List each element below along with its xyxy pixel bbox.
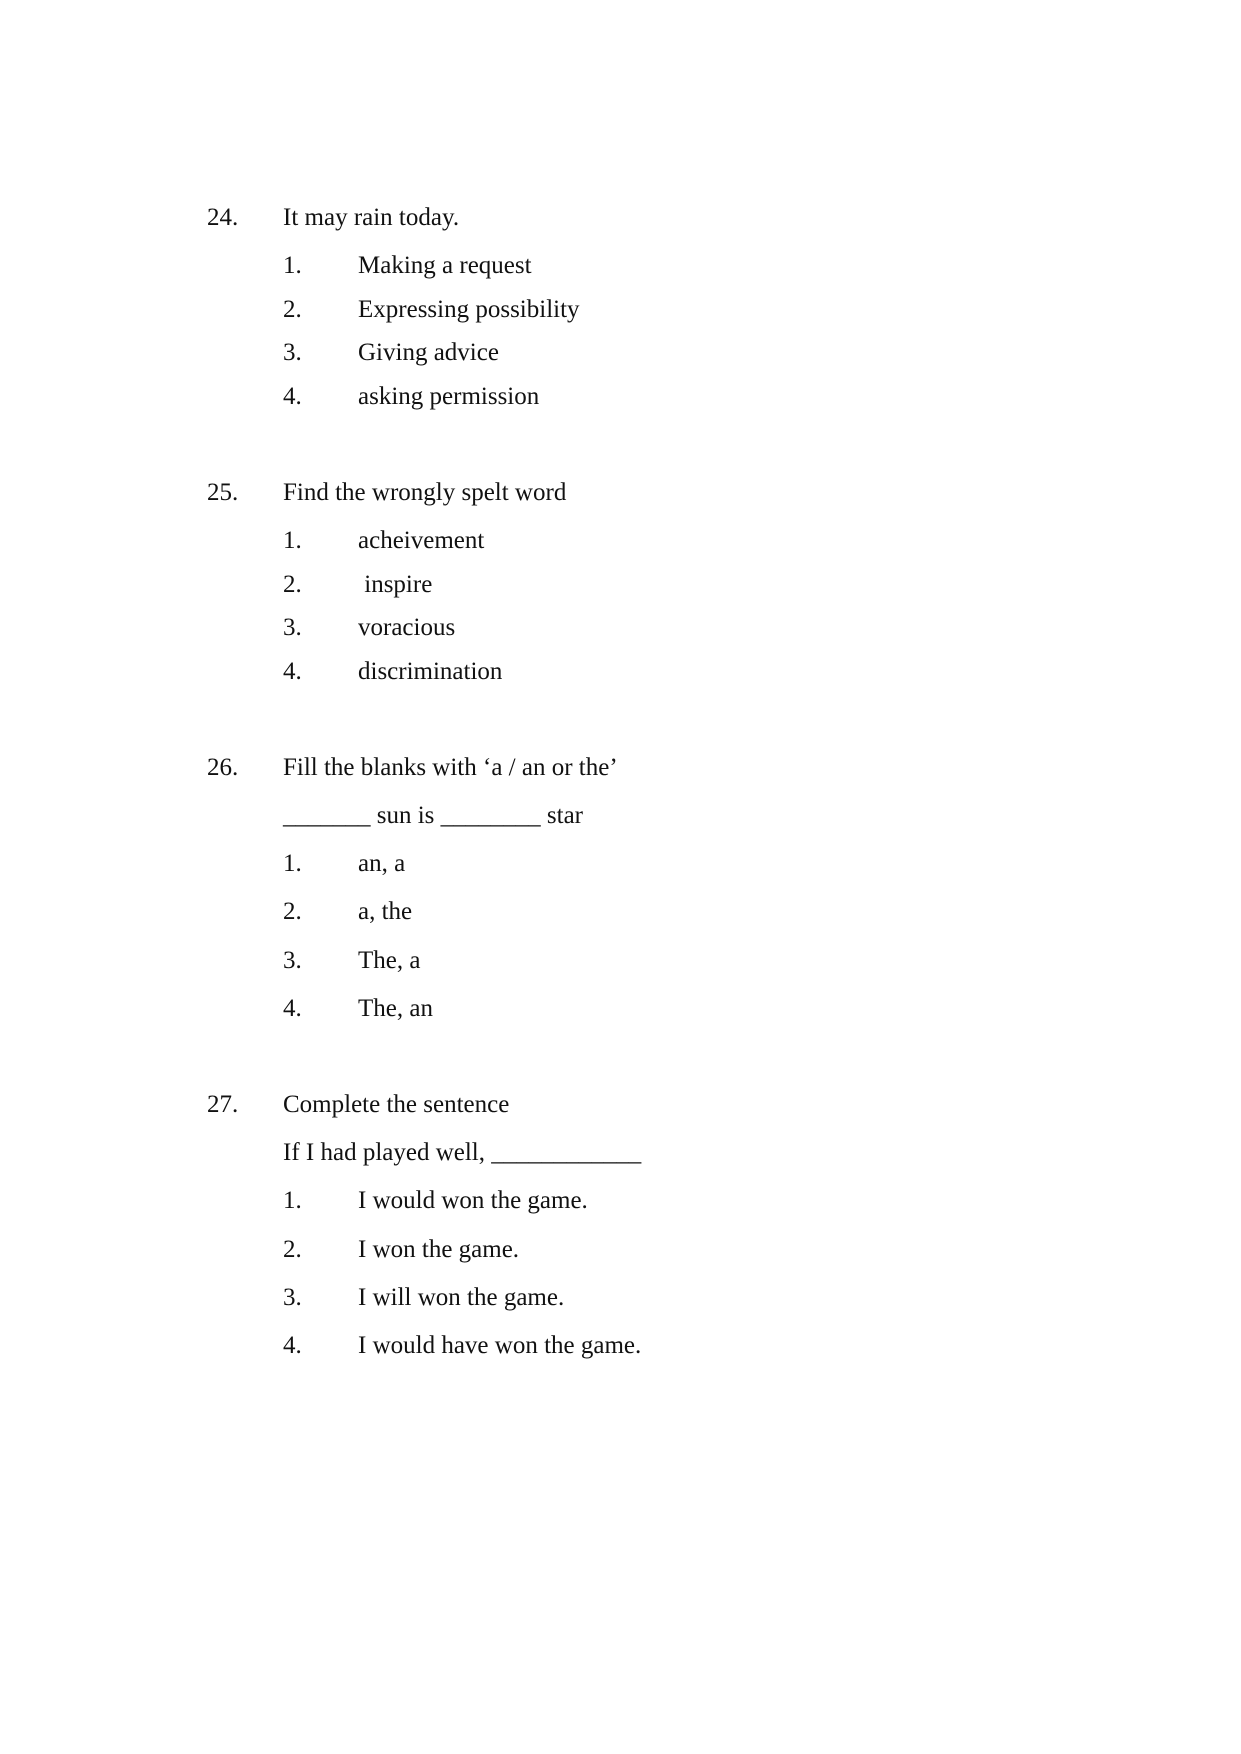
question-number: 24.: [207, 204, 239, 231]
question-prompt: Complete the sentence: [283, 1091, 510, 1118]
option-number: 3.: [283, 1284, 302, 1311]
option-number: 4.: [283, 658, 302, 685]
option-number: 2.: [283, 898, 302, 925]
option-text: I would have won the game.: [358, 1332, 642, 1359]
option-text: discrimination: [358, 658, 503, 685]
option-number: 4.: [283, 995, 302, 1022]
option-text: I would won the game.: [358, 1187, 588, 1214]
question-prompt: Find the wrongly spelt word: [283, 479, 567, 506]
option-number: 1.: [283, 252, 302, 279]
option-number: 3.: [283, 947, 302, 974]
option-number: 1.: [283, 850, 302, 877]
question-number: 27.: [207, 1091, 239, 1118]
question-number: 25.: [207, 479, 239, 506]
option-text: I will won the game.: [358, 1284, 565, 1311]
option-text: acheivement: [358, 527, 485, 554]
option-text: voracious: [358, 614, 456, 641]
question-prompt: Fill the blanks with ‘a / an or the’: [283, 754, 618, 781]
option-text: The, an: [358, 995, 433, 1022]
question-number: 26.: [207, 754, 239, 781]
option-number: 3.: [283, 614, 302, 641]
question-blank-sentence: If I had played well, ____________: [283, 1139, 642, 1166]
question-prompt: It may rain today.: [283, 204, 460, 231]
option-number: 1.: [283, 527, 302, 554]
option-text: asking permission: [358, 383, 540, 410]
option-text: The, a: [358, 947, 421, 974]
option-text: Giving advice: [358, 339, 499, 366]
option-text: an, a: [358, 850, 406, 877]
option-number: 2.: [283, 571, 302, 598]
option-number: 2.: [283, 1236, 302, 1263]
option-number: 3.: [283, 339, 302, 366]
option-number: 1.: [283, 1187, 302, 1214]
option-text: Making a request: [358, 252, 532, 279]
option-number: 2.: [283, 296, 302, 323]
option-text: inspire: [358, 571, 433, 598]
option-text: Expressing possibility: [358, 296, 580, 323]
question-blank-sentence: _______ sun is ________ star: [283, 802, 583, 829]
option-text: a, the: [358, 898, 413, 925]
option-number: 4.: [283, 383, 302, 410]
option-number: 4.: [283, 1332, 302, 1359]
option-text: I won the game.: [358, 1236, 520, 1263]
